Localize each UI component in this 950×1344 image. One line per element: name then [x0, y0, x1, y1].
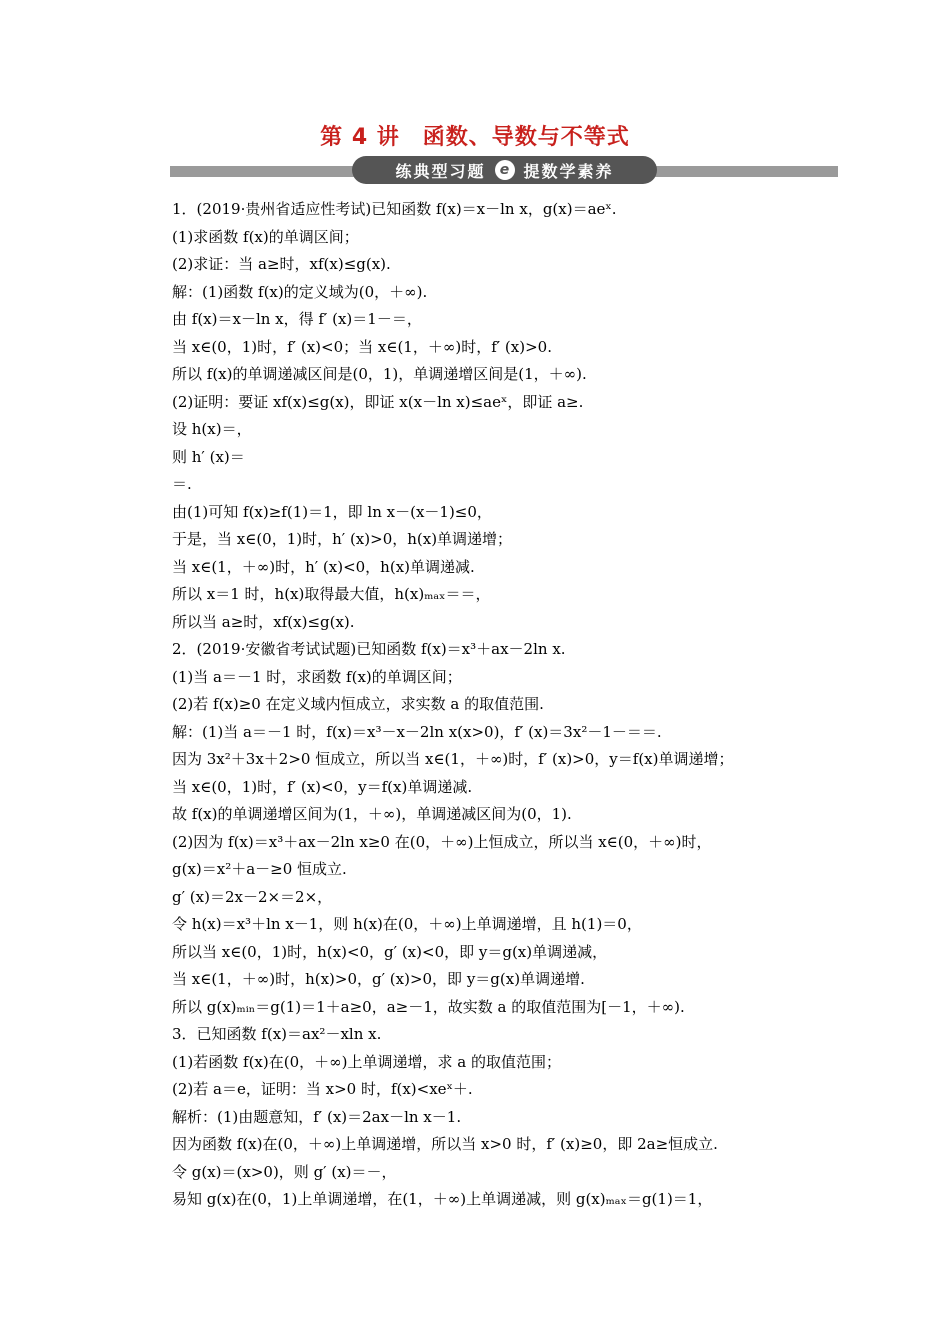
- text-line: 解：(1)函数 f(x)的定义域为(0，＋∞).: [172, 282, 428, 301]
- text-line: (2)若 a＝e，证明：当 x>0 时，f(x)<xeˣ＋.: [172, 1080, 473, 1098]
- text-line: g′ (x)＝2x－2×＝2×，: [172, 887, 333, 906]
- document-body: [172, 196, 852, 1214]
- text-line: 当 x∈(0，1)时，f′ (x)<0，y＝f(x)单调递减.: [172, 777, 473, 796]
- text-line: g(x)＝x²＋a－≥0 恒成立.: [172, 860, 347, 878]
- text-line: (2)若 f(x)≥0 在定义域内恒成立，求实数 a 的取值范围.: [172, 695, 544, 713]
- text-line: 解：(1)当 a＝－1 时，f(x)＝x³－x－2ln x(x>0)，f′ (x)＝3x²－1－＝＝.: [172, 722, 662, 741]
- text-line: 解析：(1)由题意知，f′ (x)＝2ax－ln x－1.: [172, 1107, 462, 1126]
- text-line: 故 f(x)的单调递增区间为(1，＋∞)，单调递减区间为(0，1).: [172, 805, 572, 823]
- text-line: 当 x∈(1，＋∞)时，h′ (x)<0，h(x)单调递减.: [172, 557, 475, 576]
- text-line: (1)当 a＝－1 时，求函数 f(x)的单调区间；: [172, 667, 462, 686]
- text-line: 于是，当 x∈(0，1)时，h′ (x)>0，h(x)单调递增；: [172, 530, 513, 548]
- banner-right-label: 提数学素养: [523, 161, 614, 181]
- text-line: 令 g(x)＝(x>0)，则 g′ (x)＝－，: [172, 1162, 397, 1181]
- text-line: 因为函数 f(x)在(0，＋∞)上单调递增，所以当 x>0 时，f′ (x)≥0，即 2a≥恒成立.: [172, 1135, 718, 1153]
- text-line: 1．(2019·贵州省适应性考试)已知函数 f(x)＝x－ln x，g(x)＝aeˣ.: [172, 200, 617, 218]
- text-line: 2．(2019·安徽省考试试题)已知函数 f(x)＝x³＋ax－2ln x.: [172, 640, 566, 658]
- text-line: (1)求函数 f(x)的单调区间；: [172, 227, 359, 246]
- e-logo-icon: e: [495, 160, 515, 180]
- page-title: 第 4 讲 函数、导数与不等式: [320, 125, 630, 150]
- text-line: 由 f(x)＝x－ln x，得 f′ (x)＝1－＝，: [172, 310, 422, 328]
- text-line: 令 h(x)＝x³＋ln x－1，则 h(x)在(0，＋∞)上单调递增，且 h(1)＝0，: [172, 915, 642, 933]
- text-line: (1)若函数 f(x)在(0，＋∞)上单调递增，求 a 的取值范围；: [172, 1052, 561, 1071]
- text-line: (2)求证：当 a≥时，xf(x)≤g(x).: [172, 255, 391, 273]
- text-line: 所以当 a≥时，xf(x)≤g(x).: [172, 612, 355, 631]
- text-line: 设 h(x)＝，: [172, 420, 252, 438]
- text-line: (2)证明：要证 xf(x)≤g(x)，即证 x(x－ln x)≤aeˣ，即证 a≥.: [172, 392, 584, 411]
- text-line: 所以 f(x)的单调递减区间是(0，1)，单调递增区间是(1，＋∞).: [172, 365, 587, 383]
- text-line: 3．已知函数 f(x)＝ax²－xln x.: [172, 1025, 382, 1043]
- banner-left-label: 练典型习题: [395, 161, 486, 181]
- text-line: 易知 g(x)在(0，1)上单调递增，在(1，＋∞)上单调递减，则 g(x)ₘₐₓ＝g(1)＝1，: [172, 1190, 713, 1208]
- section-banner: [352, 156, 657, 184]
- text-line: 则 h′ (x)＝: [172, 447, 245, 466]
- text-line: ＝.: [172, 475, 192, 493]
- text-line: 由(1)可知 f(x)≥f(1)＝1，即 ln x－(x－1)≤0，: [172, 502, 492, 521]
- text-line: 当 x∈(0，1)时，f′ (x)<0；当 x∈(1，＋∞)时，f′ (x)>0.: [172, 337, 552, 356]
- text-line: 所以 x＝1 时，h(x)取得最大值，h(x)ₘₐₓ＝＝，: [172, 585, 491, 603]
- text-line: (2)因为 f(x)＝x³＋ax－2ln x≥0 在(0，＋∞)上恒成立，所以当 x∈(0，＋∞)时，: [172, 832, 712, 851]
- text-line: 因为 3x²＋3x＋2>0 恒成立，所以当 x∈(1，＋∞)时，f′ (x)>0，y＝f(x)单调递增；: [172, 750, 734, 768]
- text-line: 当 x∈(1，＋∞)时，h(x)>0，g′ (x)>0，即 y＝g(x)单调递增.: [172, 970, 585, 988]
- text-line: 所以当 x∈(0，1)时，h(x)<0，g′ (x)<0，即 y＝g(x)单调递减，: [172, 942, 608, 961]
- text-line: 所以 g(x)ₘᵢₙ＝g(1)＝1＋a≥0，a≥－1，故实数 a 的取值范围为[－1，＋∞).: [172, 997, 685, 1016]
